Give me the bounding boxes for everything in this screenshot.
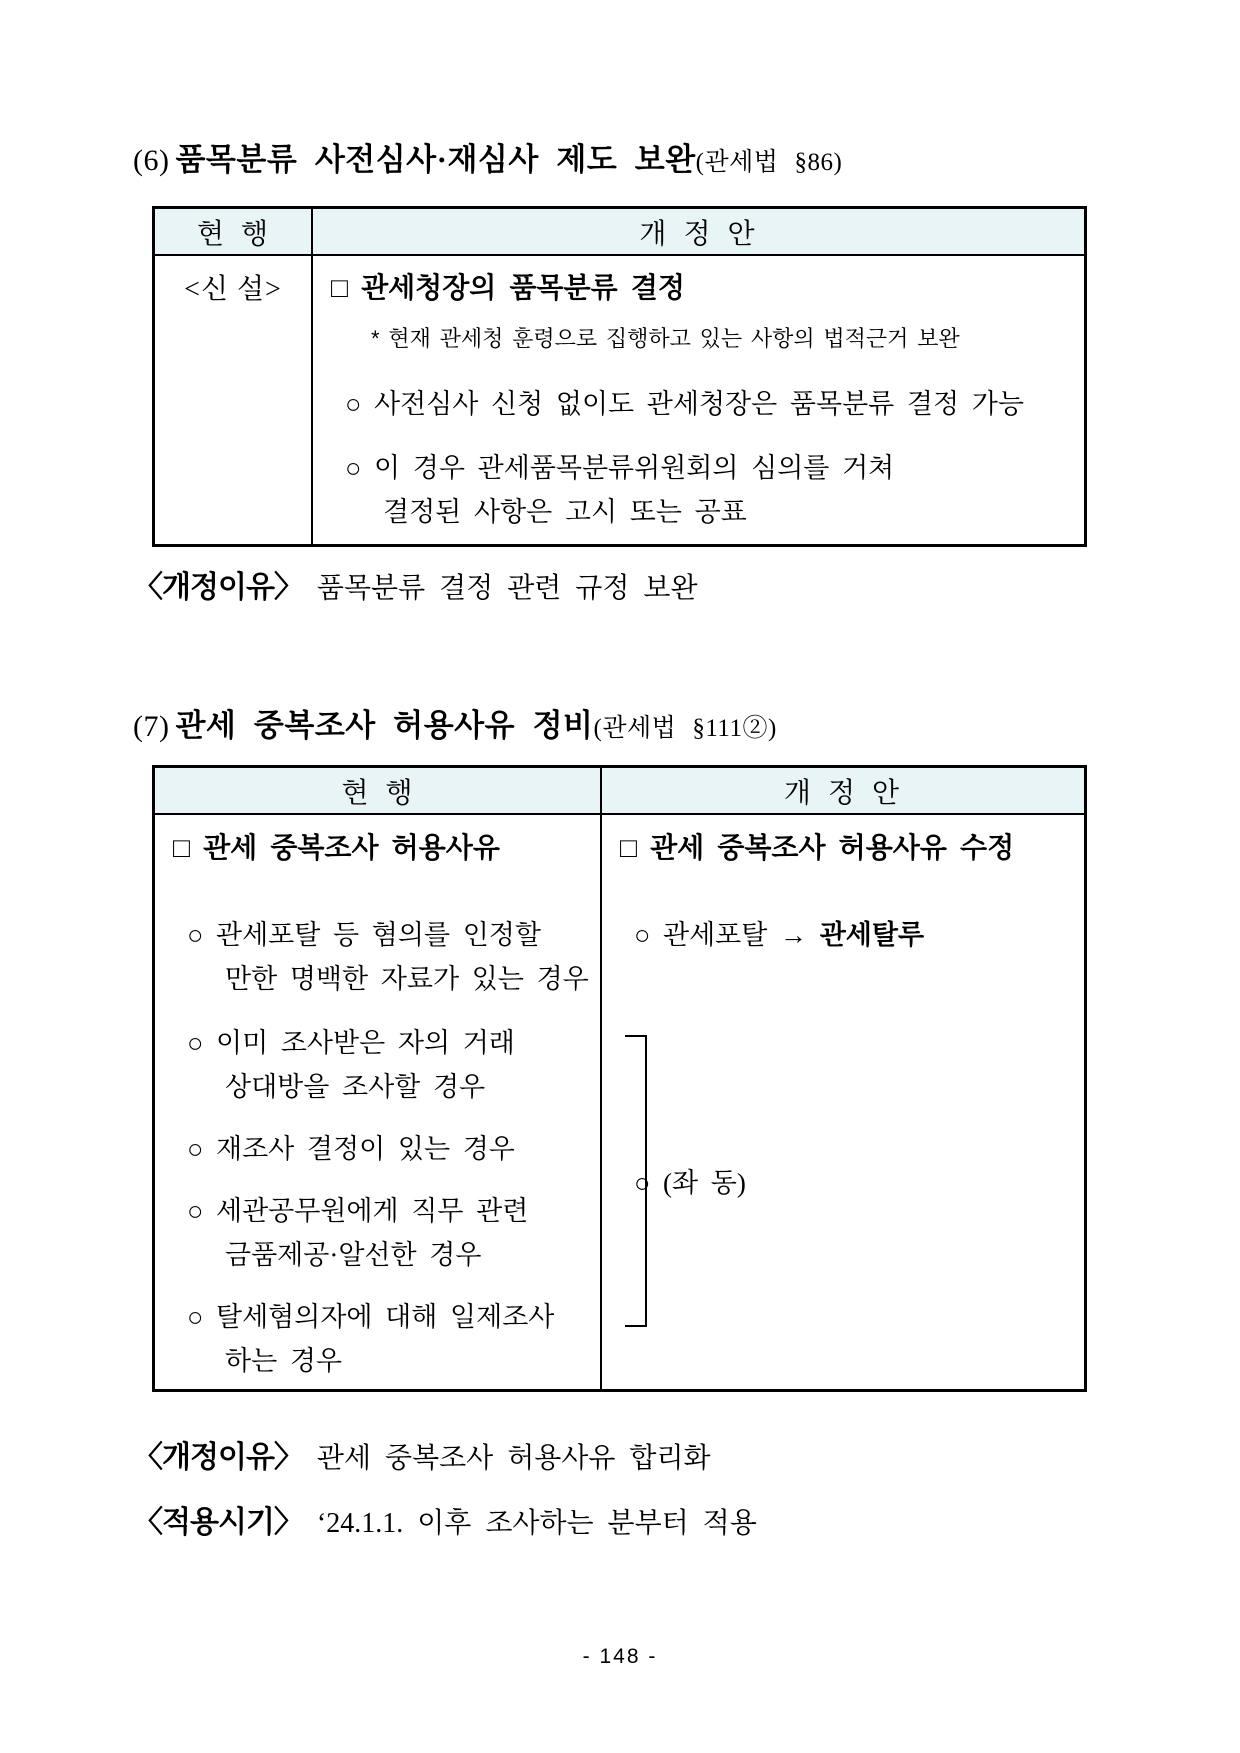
table2-header-row [155, 768, 1084, 815]
current-item-line: 만한 명백한 자료가 있는 경우 [225, 964, 589, 994]
section6-revision-reason [133, 562, 698, 606]
same-as-left-bracket [625, 1035, 647, 1327]
section7-law-reference: (관세법 §111②) [593, 715, 777, 742]
table1-header-current: 현 행 [155, 209, 313, 254]
table2-current-heading: □ 관세 중복조사 허용사유 [173, 833, 500, 864]
table2-header-revised: 개 정 안 [783, 777, 901, 809]
table1-revised-note: * 현재 관세청 훈령으로 집행하고 있는 사항의 법적근거 보완 [371, 326, 960, 351]
section7-number: (7) [133, 710, 170, 743]
table1-revised-item2-line2: 결정된 사항은 고시 또는 공표 [383, 497, 747, 527]
section7-revision-reason [133, 1432, 711, 1476]
section7-application-timing [133, 1497, 757, 1541]
table1-body-row [155, 256, 1084, 544]
revision-reason-label: 〈개정이유〉 [133, 1441, 303, 1474]
section7-comparison-table [152, 765, 1087, 1392]
section6-number: (6) [133, 144, 170, 177]
table1-current-cell [155, 256, 313, 544]
revision-reason-label: 〈개정이유〉 [133, 571, 303, 604]
current-item-line: ○ 재조사 결정이 있는 경우 [187, 1134, 515, 1164]
table1-revised-cell [313, 256, 1082, 544]
new-provision-label: <신 설> [184, 274, 282, 305]
section6-title-text: 품목분류 사전심사·재심사 제도 보완 [175, 142, 696, 177]
section7-title-text: 관세 중복조사 허용사유 정비 [175, 708, 594, 743]
table2-revised-heading: □ 관세 중복조사 허용사유 수정 [620, 833, 1015, 864]
revision-reason-text: 품목분류 결정 관련 규정 보완 [316, 573, 698, 604]
table2-revised-item1 [602, 913, 1082, 957]
table1-header-revised: 개 정 안 [639, 218, 756, 250]
current-item-line: ○ 관세포탈 등 혐의를 인정할 [187, 920, 541, 950]
table2-header-current: 현 행 [155, 768, 602, 813]
table1-revised-item2-line1: ○ 이 경우 관세품목분류위원회의 심의를 거쳐 [345, 453, 895, 483]
revision-reason-text: 관세 중복조사 허용사유 합리화 [316, 1443, 711, 1474]
section6-title [133, 134, 842, 179]
table2-revised-cell [602, 815, 1082, 1389]
table2-current-cell [155, 815, 602, 1389]
current-item-line: 상대방을 조사할 경우 [225, 1072, 486, 1102]
application-timing-label: 〈적용시기〉 [133, 1506, 303, 1539]
current-item-line: ○ 세관공무원에게 직무 관련 [187, 1196, 529, 1226]
table2-body-row [155, 815, 1084, 1389]
table1-header-row [155, 209, 1084, 256]
section7-title [133, 700, 777, 745]
table2-revised-item2-same-as-left: ○ (좌 동) [634, 1168, 746, 1198]
section6-comparison-table [152, 206, 1087, 547]
page-number: - 148 - [582, 1645, 658, 1668]
table1-revised-item1: ○ 사전심사 신청 없이도 관세청장은 품목분류 결정 가능 [345, 389, 1024, 419]
current-item-line: 금품제공·알선한 경우 [225, 1240, 482, 1270]
revised-item1-prefix: ○ 관세포탈 → [634, 920, 820, 950]
current-item-line: ○ 이미 조사받은 자의 거래 [187, 1028, 515, 1058]
application-timing-text: ‘24.1.1. 이후 조사하는 분부터 적용 [316, 1508, 757, 1539]
section6-law-reference: (관세법 §86) [695, 149, 843, 176]
revised-item1-emphasis: 관세탈루 [819, 920, 925, 950]
current-item-line: 하는 경우 [225, 1346, 343, 1376]
current-item-line: ○ 탈세혐의자에 대해 일제조사 [187, 1302, 555, 1332]
table1-revised-heading: □ 관세청장의 품목분류 결정 [331, 273, 685, 304]
